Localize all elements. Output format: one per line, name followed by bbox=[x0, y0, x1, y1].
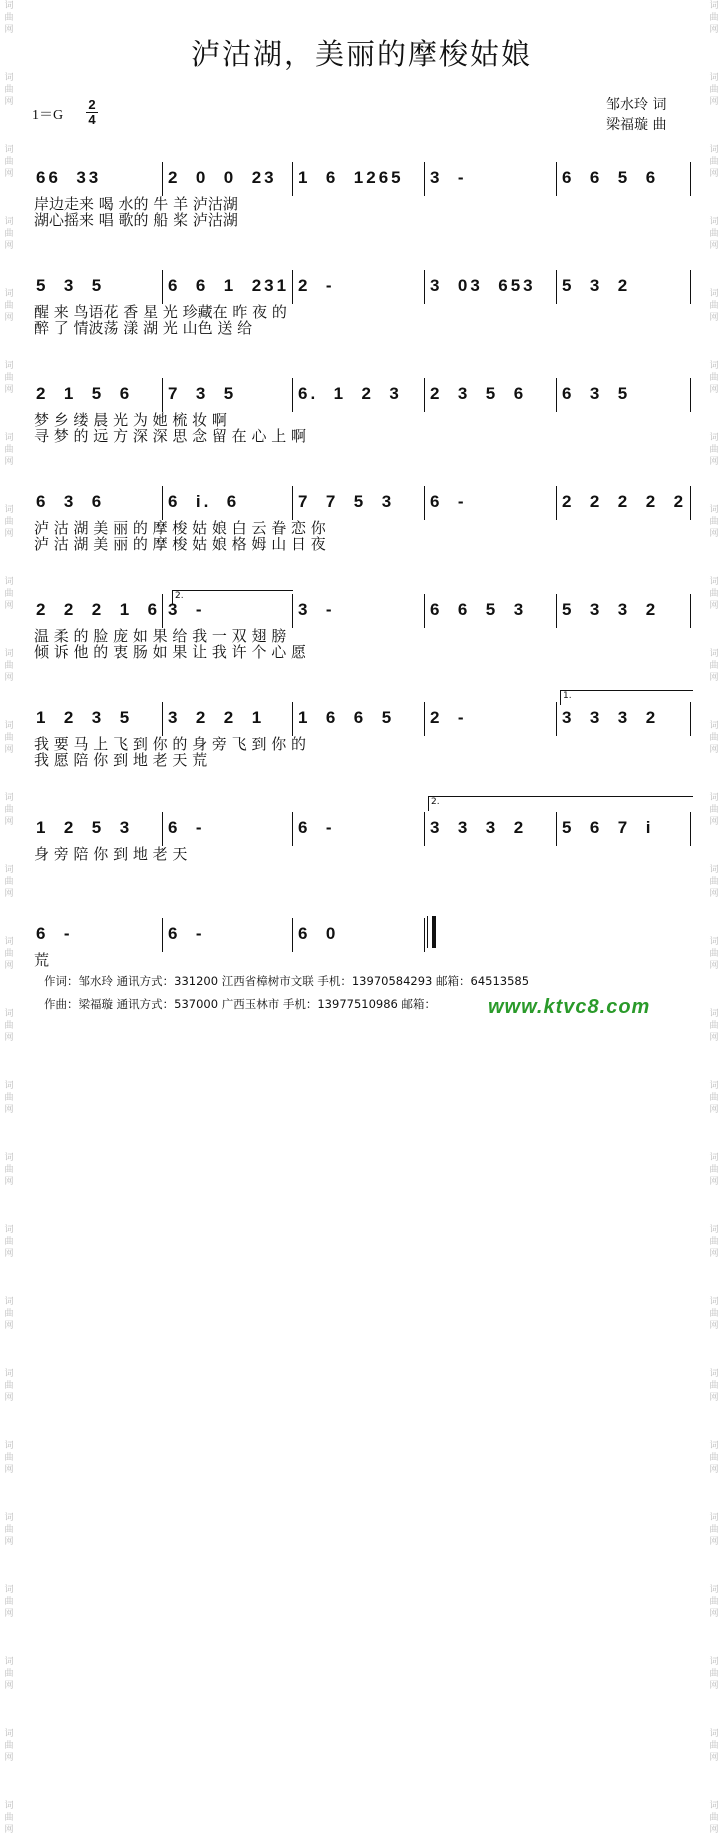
measure: 1 2 3 5 bbox=[36, 708, 133, 727]
watermark-text: 词 曲 网 bbox=[709, 1297, 719, 1331]
key-signature: 1＝G bbox=[32, 108, 64, 123]
measure: 6 - bbox=[168, 818, 205, 837]
footer-lyricist-contact: 作词：邹水玲 通讯方式：331200 江西省樟树市文联 手机：13970584293 邮箱：64513585 bbox=[44, 974, 530, 988]
bar-line bbox=[690, 702, 691, 736]
watermark-text: 词 曲 网 bbox=[4, 1297, 14, 1331]
measure: 6 6 5 3 bbox=[430, 600, 527, 619]
measure: 6 3 6 bbox=[36, 492, 105, 511]
measure: 5 3 3 2 bbox=[562, 600, 659, 619]
bar-line bbox=[690, 594, 691, 628]
lyrics-verse-1: 身 旁 陪 你 到 地 老 天 bbox=[34, 845, 188, 863]
watermark-text: 词 曲 网 bbox=[4, 145, 14, 179]
bar-line bbox=[556, 486, 557, 520]
watermark-text: 词 曲 网 bbox=[4, 1441, 14, 1475]
bar-line bbox=[424, 162, 425, 196]
watermark-text: 词 曲 网 bbox=[709, 1081, 719, 1115]
measure: 1 6 6 5 bbox=[298, 708, 395, 727]
bar-line bbox=[424, 812, 425, 846]
measure: 6 - bbox=[168, 924, 205, 943]
watermark-left bbox=[2, 0, 16, 1835]
watermark-text: 词 曲 网 bbox=[4, 1369, 14, 1403]
bar-line bbox=[292, 812, 293, 846]
measure: 6 i. 6 bbox=[168, 492, 240, 511]
measure: 3 - bbox=[430, 168, 467, 187]
bar-line bbox=[424, 702, 425, 736]
bar-line bbox=[162, 270, 163, 304]
measure: 3 3 3 2 bbox=[430, 818, 527, 837]
lyrics-verse-1: 荒 bbox=[34, 951, 50, 969]
bar-line bbox=[556, 378, 557, 412]
bar-line bbox=[162, 162, 163, 196]
lyrics-verse-1: 梦 乡 缕 晨 光 为 她 梳 妆 啊 bbox=[34, 411, 227, 429]
watermark-text: 词 曲 网 bbox=[4, 793, 14, 827]
watermark-text: 词 曲 网 bbox=[709, 649, 719, 683]
final-bar-line bbox=[432, 916, 436, 948]
measure: 6 6 1 231 bbox=[168, 276, 290, 295]
bar-line bbox=[690, 486, 691, 520]
measure: 2 3 5 6 bbox=[430, 384, 527, 403]
measure: 3 2 2 1 bbox=[168, 708, 265, 727]
watermark-text: 词 曲 网 bbox=[4, 577, 14, 611]
watermark-text: 词 曲 网 bbox=[709, 361, 719, 395]
measure: 6 6 5 6 bbox=[562, 168, 659, 187]
composer-credit: 梁福璇 曲 bbox=[606, 117, 667, 133]
bar-line bbox=[556, 162, 557, 196]
measure: 2 0 0 23 bbox=[168, 168, 277, 187]
volta-bracket: 2. bbox=[428, 796, 693, 811]
bar-line bbox=[292, 378, 293, 412]
watermark-text: 词 曲 网 bbox=[709, 1369, 719, 1403]
watermark-text: 词 曲 网 bbox=[4, 1009, 14, 1043]
watermark-text: 词 曲 网 bbox=[4, 217, 14, 251]
measure: 6 - bbox=[430, 492, 467, 511]
watermark-text: 词 曲 网 bbox=[4, 1729, 14, 1763]
lyrics-verse-2: 寻 梦 的 远 方 深 深 思 念 留 在 心 上 啊 bbox=[34, 427, 306, 445]
lyrics-verse-1: 温 柔 的 脸 庞 如 果 给 我 一 双 翅 膀 bbox=[34, 627, 287, 645]
watermark-right bbox=[707, 0, 721, 1835]
bar-line bbox=[424, 594, 425, 628]
watermark-text: 词 曲 网 bbox=[709, 721, 719, 755]
bar-line bbox=[162, 486, 163, 520]
watermark-text: 词 曲 网 bbox=[709, 289, 719, 323]
measure: 3 - bbox=[168, 600, 205, 619]
bar-line bbox=[556, 702, 557, 736]
watermark-text: 词 曲 网 bbox=[709, 1153, 719, 1187]
bar-line bbox=[292, 270, 293, 304]
bar-line bbox=[690, 812, 691, 846]
measure: 2 2 2 2 2 bbox=[562, 492, 687, 511]
lyrics-verse-2: 倾 诉 他 的 衷 肠 如 果 让 我 许 个 心 愿 bbox=[34, 643, 306, 661]
watermark-text: 词 曲 网 bbox=[4, 1513, 14, 1547]
watermark-text: 词 曲 网 bbox=[4, 289, 14, 323]
lyrics-verse-2: 泸 沽 湖 美 丽 的 摩 梭 姑 娘 格 姆 山 日 夜 bbox=[34, 535, 326, 553]
watermark-text: 词 曲 网 bbox=[4, 1657, 14, 1691]
measure: 5 6 7 i bbox=[562, 818, 654, 837]
watermark-text: 词 曲 网 bbox=[4, 1225, 14, 1259]
watermark-text: 词 曲 网 bbox=[709, 1657, 719, 1691]
watermark-text: 词 曲 网 bbox=[4, 73, 14, 107]
measure: 3 - bbox=[298, 600, 335, 619]
bar-line bbox=[556, 594, 557, 628]
measure bbox=[562, 924, 684, 948]
measure: 7 7 5 3 bbox=[298, 492, 395, 511]
bar-line bbox=[690, 162, 691, 196]
time-top: 2 bbox=[88, 97, 96, 112]
measure: 5 3 5 bbox=[36, 276, 105, 295]
bar-line bbox=[292, 918, 293, 952]
measure: 2 - bbox=[298, 276, 335, 295]
bar-line bbox=[690, 378, 691, 412]
watermark-text: 词 曲 网 bbox=[709, 217, 719, 251]
watermark-text: 词 曲 网 bbox=[709, 145, 719, 179]
measure: 7 3 5 bbox=[168, 384, 237, 403]
lyrics-verse-1: 岸边走来 喝 水的 牛 羊 泸沽湖 bbox=[34, 195, 238, 213]
bar-line bbox=[424, 486, 425, 520]
watermark-text: 词 曲 网 bbox=[709, 1225, 719, 1259]
bar-line bbox=[162, 812, 163, 846]
song-title: 泸沽湖，美丽的摩梭姑娘 bbox=[190, 37, 532, 71]
watermark-text: 词 曲 网 bbox=[4, 433, 14, 467]
bar-line bbox=[162, 918, 163, 952]
bar-line bbox=[424, 378, 425, 412]
lyricist-credit: 邹水玲 词 bbox=[606, 97, 667, 113]
bar-line bbox=[690, 270, 691, 304]
measure: 3 3 3 2 bbox=[562, 708, 659, 727]
watermark-text: 词 曲 网 bbox=[709, 1009, 719, 1043]
lyrics-verse-2: 醉 了 情波荡 漾 湖 光 山色 送 给 bbox=[34, 319, 253, 337]
bar-line bbox=[424, 270, 425, 304]
bar-line bbox=[556, 812, 557, 846]
bar-line bbox=[292, 162, 293, 196]
watermark-text: 词 曲 网 bbox=[4, 1585, 14, 1619]
watermark-text: 词 曲 网 bbox=[4, 505, 14, 539]
watermark-text: 词 曲 网 bbox=[709, 1801, 719, 1835]
bar-line bbox=[162, 594, 163, 628]
footer-composer-contact: 作曲：梁福璇 通讯方式：537000 广西玉林市 手机：13977510986 邮箱： bbox=[44, 997, 437, 1011]
lyrics-verse-2: 湖心摇来 唱 歌的 船 桨 泸沽湖 bbox=[34, 211, 238, 229]
lyrics-verse-1: 我 要 马 上 飞 到 你 的 身 旁 飞 到 你 的 bbox=[34, 735, 306, 753]
measure: 3 03 653 bbox=[430, 276, 536, 295]
measure: 2 1 5 6 bbox=[36, 384, 133, 403]
watermark-text: 词 曲 网 bbox=[4, 1153, 14, 1187]
watermark-text: 词 曲 网 bbox=[709, 1441, 719, 1475]
watermark-text: 词 曲 网 bbox=[4, 721, 14, 755]
lyrics-verse-1: 醒 来 鸟语花 香 星 光 珍藏在 昨 夜 的 bbox=[34, 303, 287, 321]
measure: 2 2 2 1 6 bbox=[36, 600, 161, 619]
volta-bracket: 1. bbox=[560, 690, 693, 705]
watermark-text: 词 曲 网 bbox=[4, 649, 14, 683]
measure bbox=[430, 924, 550, 948]
measure: 6. 1 2 3 bbox=[298, 384, 402, 403]
measure: 1 6 1265 bbox=[298, 168, 404, 187]
watermark-text: 词 曲 网 bbox=[709, 73, 719, 107]
watermark-text: 词 曲 网 bbox=[4, 1, 14, 35]
watermark-text: 词 曲 网 bbox=[709, 937, 719, 971]
watermark-text: 词 曲 网 bbox=[709, 1585, 719, 1619]
measure: 6 3 5 bbox=[562, 384, 631, 403]
lyrics-verse-2: 我 愿 陪 你 到 地 老 天 荒 bbox=[34, 751, 208, 769]
volta-bracket: 2. bbox=[172, 590, 293, 605]
time-signature bbox=[86, 98, 98, 127]
measure: 6 - bbox=[298, 818, 335, 837]
bar-line bbox=[292, 702, 293, 736]
watermark-text: 词 曲 网 bbox=[4, 1081, 14, 1115]
watermark-text: 词 曲 网 bbox=[4, 1801, 14, 1835]
watermark-text: 词 曲 网 bbox=[709, 1729, 719, 1763]
watermark-text: 词 曲 网 bbox=[4, 361, 14, 395]
measure: 66 33 bbox=[36, 168, 102, 187]
bar-line bbox=[162, 702, 163, 736]
bar-line bbox=[556, 270, 557, 304]
watermark-text: 词 曲 网 bbox=[709, 1, 719, 35]
watermark-text: 词 曲 网 bbox=[709, 433, 719, 467]
site-logo: www.ktvc8.com bbox=[488, 996, 651, 1018]
measure: 5 3 2 bbox=[562, 276, 631, 295]
time-bottom: 4 bbox=[88, 112, 96, 127]
bar-line bbox=[424, 918, 425, 952]
bar-line bbox=[292, 486, 293, 520]
watermark-text: 词 曲 网 bbox=[709, 865, 719, 899]
measure: 1 2 5 3 bbox=[36, 818, 133, 837]
measure: 6 - bbox=[36, 924, 73, 943]
measure: 2 - bbox=[430, 708, 467, 727]
measure: 6 0 bbox=[298, 924, 339, 943]
watermark-text: 词 曲 网 bbox=[4, 865, 14, 899]
watermark-text: 词 曲 网 bbox=[709, 793, 719, 827]
watermark-text: 词 曲 网 bbox=[4, 937, 14, 971]
bar-line bbox=[162, 378, 163, 412]
watermark-text: 词 曲 网 bbox=[709, 577, 719, 611]
watermark-text: 词 曲 网 bbox=[709, 505, 719, 539]
final-bar-line bbox=[427, 916, 428, 948]
watermark-text: 词 曲 网 bbox=[709, 1513, 719, 1547]
lyrics-verse-1: 泸 沽 湖 美 丽 的 摩 梭 姑 娘 白 云 眷 恋 你 bbox=[34, 519, 326, 537]
